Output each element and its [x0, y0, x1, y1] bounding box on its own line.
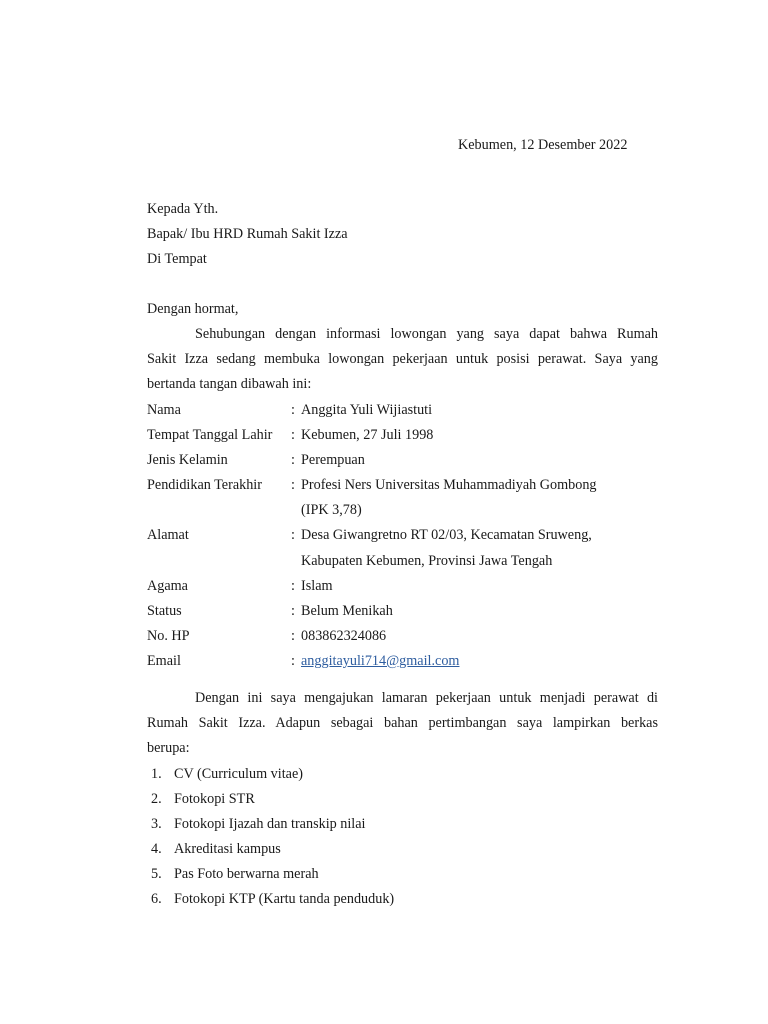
field-label-status: Status	[147, 603, 182, 619]
list-item: Akreditasi kampus	[174, 841, 281, 857]
field-value-pendidikan-ipk: (IPK 3,78)	[301, 502, 362, 518]
intro-line-3: bertanda tangan dibawah ini:	[147, 376, 312, 392]
recipient-place: Di Tempat	[147, 251, 207, 267]
recipient-name: Bapak/ Ibu HRD Rumah Sakit Izza	[147, 226, 348, 242]
salutation: Dengan hormat,	[147, 301, 239, 317]
body-line-3: berupa:	[147, 740, 190, 756]
field-label-ttl: Tempat Tanggal Lahir	[147, 427, 273, 443]
field-value-alamat: Desa Giwangretno RT 02/03, Kecamatan Sruweng,	[301, 527, 592, 543]
list-item: Fotokopi KTP (Kartu tanda penduduk)	[174, 891, 395, 907]
recipient-greeting: Kepada Yth.	[147, 201, 219, 217]
field-label-pendidikan: Pendidikan Terakhir	[147, 477, 262, 493]
field-value-pendidikan: Profesi Ners Universitas Muhammadiyah Gombong	[301, 477, 597, 493]
list-item-number: 6.	[151, 891, 162, 907]
field-colon: :	[291, 402, 295, 418]
email-link[interactable]: anggitayuli714@gmail.com	[301, 653, 460, 669]
list-item: Fotokopi Ijazah dan transkip nilai	[174, 816, 366, 832]
field-value-status: Belum Menikah	[301, 603, 393, 619]
field-value-jenis-kelamin: Perempuan	[301, 452, 365, 468]
field-label-alamat: Alamat	[147, 527, 189, 543]
body-line-1: Dengan ini saya mengajukan lamaran pekerjaan untuk menjadi perawat di	[195, 690, 658, 706]
field-colon: :	[291, 653, 295, 669]
field-label-email: Email	[147, 653, 181, 669]
field-colon: :	[291, 578, 295, 594]
intro-line-2: Sakit Izza sedang membuka lowongan pekerjaan untuk posisi perawat. Saya yang	[147, 351, 658, 367]
field-colon: :	[291, 427, 295, 443]
field-value-hp: 083862324086	[301, 628, 387, 644]
field-colon: :	[291, 527, 295, 543]
intro-line-1: Sehubungan dengan informasi lowongan yang saya dapat bahwa Rumah	[195, 326, 658, 342]
field-value-nama: Anggita Yuli Wijiastuti	[301, 402, 433, 418]
field-colon: :	[291, 452, 295, 468]
list-item-number: 5.	[151, 866, 162, 882]
field-value-ttl: Kebumen, 27 Juli 1998	[301, 427, 434, 443]
list-item: CV (Curriculum vitae)	[174, 766, 303, 782]
list-item-number: 3.	[151, 816, 162, 832]
list-item-number: 4.	[151, 841, 162, 857]
field-label-nama: Nama	[147, 402, 181, 418]
field-colon: :	[291, 628, 295, 644]
field-colon: :	[291, 603, 295, 619]
list-item: Fotokopi STR	[174, 791, 255, 807]
place-date: Kebumen, 12 Desember 2022	[458, 137, 628, 153]
field-label-agama: Agama	[147, 578, 188, 594]
field-label-hp: No. HP	[147, 628, 190, 644]
body-line-2: Rumah Sakit Izza. Adapun sebagai bahan pertimbangan saya lampirkan berkas	[147, 715, 658, 731]
field-value-agama: Islam	[301, 578, 333, 594]
field-value-alamat-line-2: Kabupaten Kebumen, Provinsi Jawa Tengah	[301, 553, 553, 569]
field-colon: :	[291, 477, 295, 493]
field-label-jenis-kelamin: Jenis Kelamin	[147, 452, 228, 468]
list-item-number: 1.	[151, 766, 162, 782]
list-item: Pas Foto berwarna merah	[174, 866, 319, 882]
list-item-number: 2.	[151, 791, 162, 807]
